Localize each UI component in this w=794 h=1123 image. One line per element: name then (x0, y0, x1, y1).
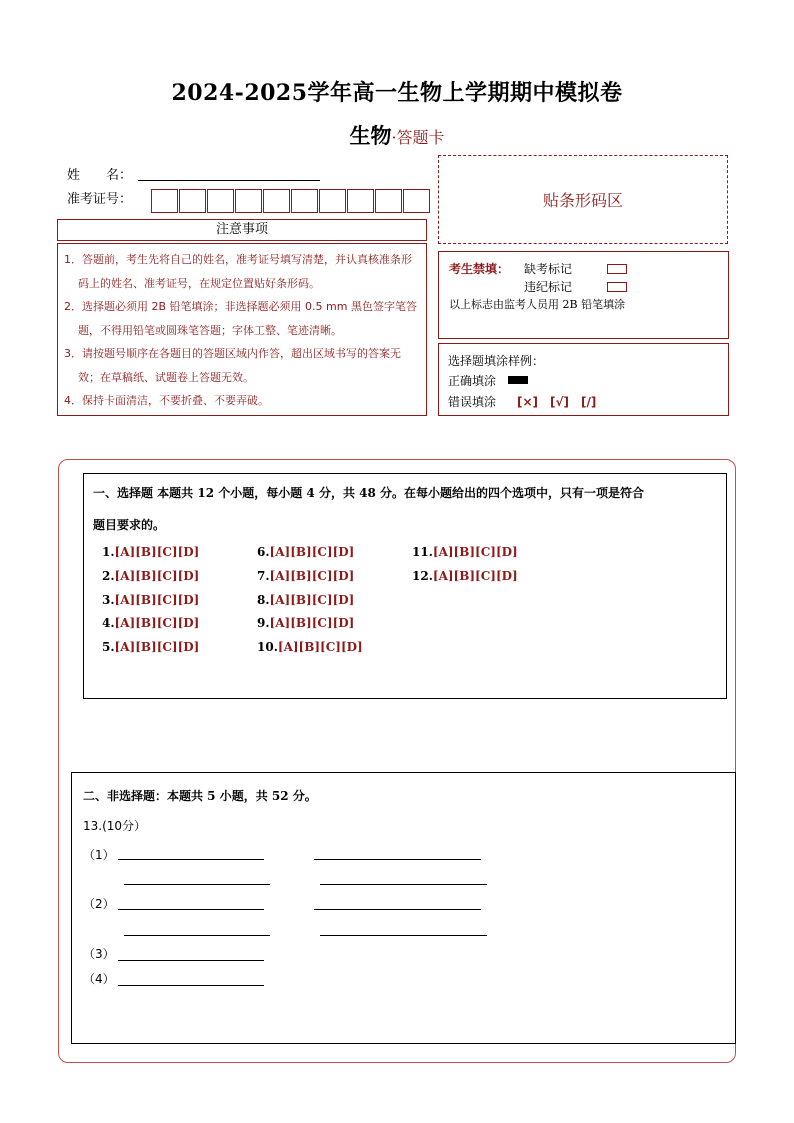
section1-heading-line1: 一、选择题 本题共 12 个小题，每小题 4 分，共 48 分。在每小题给出的四个选项中，只有一项是符合 (93, 486, 644, 500)
forbid-note: 以上标志由监考人员用 2B 铅笔填涂 (449, 298, 626, 311)
answer-line[interactable] (124, 883, 270, 885)
mc-question[interactable]: 5.[A][B][C][D] (102, 640, 200, 654)
notice-heading: 注意事项 (57, 219, 427, 241)
mc-question[interactable]: 9.[A][B][C][D] (257, 616, 355, 630)
id-digit-box[interactable] (347, 189, 374, 213)
mc-question[interactable]: 1.[A][B][C][D] (102, 545, 200, 559)
violation-label: 违纪标记 (524, 280, 573, 294)
mc-question[interactable]: 6.[A][B][C][D] (257, 545, 355, 559)
multiple-choice-section (83, 473, 727, 699)
correct-fill-label: 正确填涂 (448, 374, 497, 388)
id-digit-box[interactable] (375, 189, 402, 213)
id-digit-box[interactable] (235, 189, 262, 213)
id-digit-box[interactable] (403, 189, 430, 213)
name-label: 姓 名： (67, 168, 133, 183)
mc-question[interactable]: 12.[A][B][C][D] (412, 569, 518, 583)
id-digit-box[interactable] (263, 189, 290, 213)
part-label: （4） (83, 972, 115, 986)
section1-heading-line2: 题目要求的。 (93, 518, 166, 532)
exam-id-boxes[interactable] (151, 189, 431, 213)
answer-line[interactable] (118, 908, 264, 910)
barcode-label: 贴条形码区 (542, 191, 623, 210)
part-label: （3） (83, 947, 115, 961)
answer-line[interactable] (314, 858, 481, 860)
mc-question[interactable]: 3.[A][B][C][D] (102, 593, 200, 607)
notice-body (57, 243, 427, 416)
mc-question[interactable]: 11.[A][B][C][D] (412, 545, 518, 559)
answer-line[interactable] (320, 934, 487, 936)
answer-line[interactable] (118, 959, 264, 961)
answer-line[interactable] (118, 858, 264, 860)
absent-label: 缺考标记 (524, 262, 573, 276)
answer-line[interactable] (118, 984, 264, 986)
correct-fill-sample (508, 376, 528, 384)
part-label: （1） (83, 848, 115, 862)
mc-question[interactable]: 2.[A][B][C][D] (102, 569, 200, 583)
notice-item: 2．选择题必须用 2B 铅笔填涂；非选择题必须用 0.5 mm 黑色签字笔答题，不得用铅笔或圆珠笔答题；字体工整、笔迹清晰。 (64, 300, 417, 337)
card-type: ·答题卡 (391, 128, 445, 147)
card-subtitle (0, 120, 794, 150)
answer-line[interactable] (320, 883, 487, 885)
non-choice-section (71, 772, 736, 1044)
exam-title: 2024-2025学年高一生物上学期期中模拟卷 (171, 80, 623, 106)
mc-question[interactable]: 4.[A][B][C][D] (102, 616, 200, 630)
id-digit-box[interactable] (151, 189, 178, 213)
notice-item: 1．答题前，考生先将自己的姓名，准考证号填写清楚，并认真核准条形码上的姓名、准考证号，在规定位置贴好条形码。 (64, 253, 412, 290)
violation-mark-box[interactable] (607, 282, 627, 292)
sample-heading: 选择题填涂样例： (448, 354, 545, 368)
name-field[interactable] (138, 179, 320, 181)
absent-mark-box[interactable] (607, 264, 627, 274)
wrong-fill-label: 错误填涂 (448, 395, 497, 409)
part-label: （2） (83, 897, 115, 911)
id-digit-box[interactable] (207, 189, 234, 213)
question-13-label: 13.(10分） (83, 819, 147, 833)
answer-line[interactable] (124, 934, 270, 936)
mc-question[interactable]: 8.[A][B][C][D] (257, 593, 355, 607)
id-digit-box[interactable] (179, 189, 206, 213)
barcode-area (438, 155, 728, 244)
answer-line[interactable] (314, 908, 481, 910)
proctor-box (438, 251, 729, 339)
exam-id-label: 准考证号： (67, 192, 133, 207)
id-digit-box[interactable] (319, 189, 346, 213)
fill-sample-box (438, 343, 729, 416)
mc-question[interactable]: 7.[A][B][C][D] (257, 569, 355, 583)
wrong-fill-marks: [×] [√] [/] (517, 395, 597, 409)
section2-heading: 二、非选择题：本题共 5 小题，共 52 分。 (83, 789, 317, 803)
forbid-label: 考生禁填： (449, 262, 510, 276)
notice-item: 4．保持卡面清洁，不要折叠、不要弄破。 (64, 394, 269, 407)
subject-name: 生物 (349, 123, 392, 148)
notice-item: 3．请按题号顺序在各题目的答题区域内作答，超出区域书写的答案无效；在草稿纸、试题卷上答题无效。 (64, 347, 401, 384)
id-digit-box[interactable] (291, 189, 318, 213)
mc-question[interactable]: 10.[A][B][C][D] (257, 640, 363, 654)
